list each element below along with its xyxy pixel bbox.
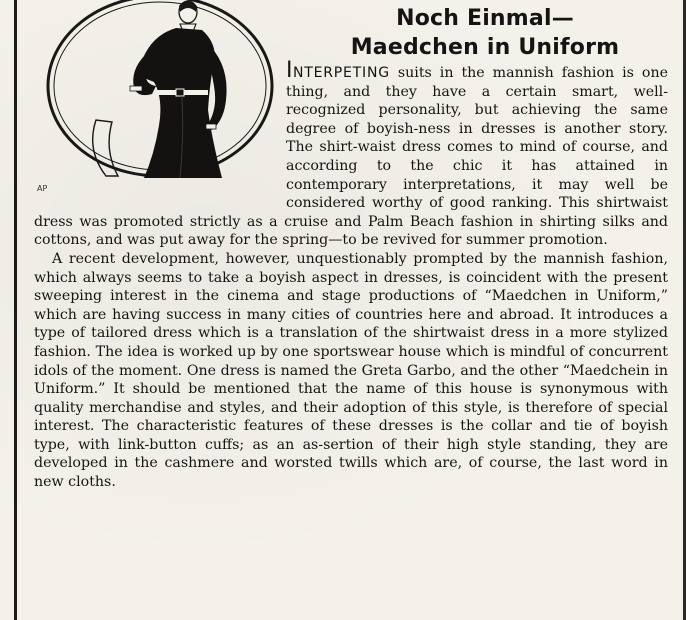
opening-caps: NTERPETING	[293, 65, 390, 81]
paragraph-2: A recent development, however, unquestionably prompted by the mannish fashion, which always seems to take a boyish aspect in dresses, is coincident with the present sweeping interest in the cinema and stage productions of “Maedchen in Uniform,” which are having success in many cities of countries here and abroad. It introduces a type of tailored dress which is a translation of the shirtwaist dress in a more stylized fashion. The idea is worked up by one sportswear house which is mindful of concurrent idols of the moment. One dress is named the Greta Garbo, and the other “Maedchein in Uniform.” It should be mentioned that the name of this house is synonymous with quality merchandise and styles, and their adoption of this style, is therefore of special interest. The characteristic features of these dresses is the collar and tie of boyish type, with link-button cuffs; as an as-sertion of their high style standing, they are developed in the cashmere and worsted twills which are, of course, the last word in new cloths.	[34, 250, 668, 491]
left-column-rule	[14, 0, 17, 620]
headline-line-2: Maedchen in Uniform	[350, 35, 620, 60]
paragraph-1-text: suits in the mannish fashion is one thing, and they have a certain smart, well-recognized personality, but achieving the same degree of boyish-ness in dresses is another story. The shirt-waist dress comes to mind of course, and according to the chic it has attained in contemporary interpretations, it may well be considered worthy of good ranking. This shirtwaist dress was promoted strictly as a cruise and Palm Beach fashion in shirting silks and cottons, and was put away for the spring—to be revived for summer promotion.	[34, 65, 668, 249]
artist-signature: AP	[37, 184, 48, 193]
article-body	[34, 58, 668, 492]
drop-cap: I	[286, 58, 293, 83]
illustration-wrap-spacer	[34, 62, 286, 195]
article-headline	[305, 4, 665, 62]
headline-line-1: Noch Einmal—	[396, 6, 574, 31]
